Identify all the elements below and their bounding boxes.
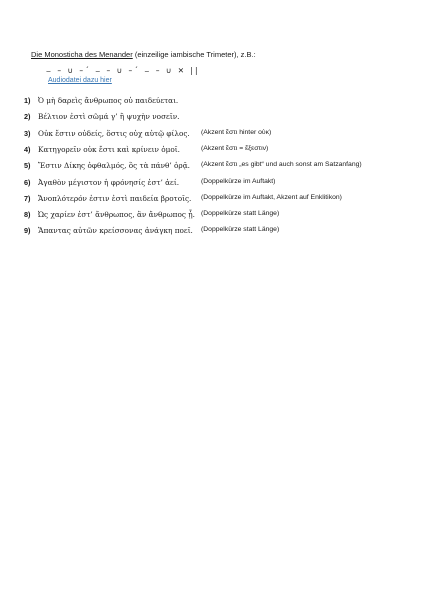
meter-scheme: ⌣ – ∪ –´ ⌣ – ∪ –´ ⌣ – ∪ ✕ || [46, 66, 200, 75]
verse-note: (Akzent ἔστι = ἔξεστιν) [201, 144, 269, 152]
verse-number: 3) [24, 128, 31, 138]
verse-number: 5) [24, 161, 31, 171]
document-title: Die Monosticha des Menander [31, 50, 133, 59]
verse-number: 1) [24, 96, 31, 105]
verse-note: (Doppelkürze im Auftakt) [201, 177, 276, 185]
verse-number: 4) [24, 144, 31, 154]
verse-greek-text: Ὠς χαρίεν ἐστ’ ἄνθρωπος, ἂν ἄνθρωπος ᾖ. [38, 210, 195, 220]
verse-greek-text: Ἔστιν Δίκης ὀφθαλμός, ὃς τὰ πάνθ’ ὁρᾷ. [38, 161, 190, 171]
verse-number: 7) [24, 193, 31, 203]
verse-greek-text: Ὀ μὴ δαρεὶς ἄνθρωπος οὐ παιδεύεται. [38, 96, 179, 105]
verse-note: (Doppelkürze statt Länge) [201, 226, 280, 234]
intro-line [31, 50, 256, 59]
audio-link[interactable]: Audiodatei dazu hier [48, 77, 112, 84]
verse-number: 9) [24, 226, 31, 236]
verse-note: (Akzent ἔστι hinter οὐκ) [201, 128, 272, 136]
intro-text: (einzeilige iambische Trimeter), z.B.: [132, 50, 256, 59]
verse-number: 2) [24, 112, 31, 122]
verse-greek-text: Ἄνοπλότερόν ἐστιν ἐστὶ παιδεία βροτοῖς. [38, 193, 192, 203]
verse-greek-text: Ἅπαντας αὐτῶν κρείσσονας ἀνάγκη ποεῖ. [38, 226, 193, 236]
verse-number: 6) [24, 177, 31, 187]
verse-greek-text: Κατηγορεῖν οὐκ ἔστι καὶ κρίνειν ὁμοῖ. [38, 144, 180, 154]
verse-note: (Doppelkürze im Auftakt, Akzent auf Enklitikon) [201, 193, 342, 201]
verse-greek-text: Οὐκ ἔστιν οὐδείς, ὅστις οὐχ αὑτῷ φίλος. [38, 128, 190, 138]
verse-greek-text: Βέλτιον ἐστὶ σῶμά γ’ ἢ ψυχὴν νοσεῖν. [38, 112, 180, 122]
verse-number: 8) [24, 210, 31, 220]
verse-note: (Doppelkürze statt Länge) [201, 210, 280, 218]
verse-note: (Akzent ἔστι „es gibt“ und auch sonst am Satzanfang) [201, 161, 362, 169]
verse-greek-text: Ἀγαθὸν μέγιστον ἡ φρόνησίς ἐστ’ ἀεί. [38, 177, 180, 187]
